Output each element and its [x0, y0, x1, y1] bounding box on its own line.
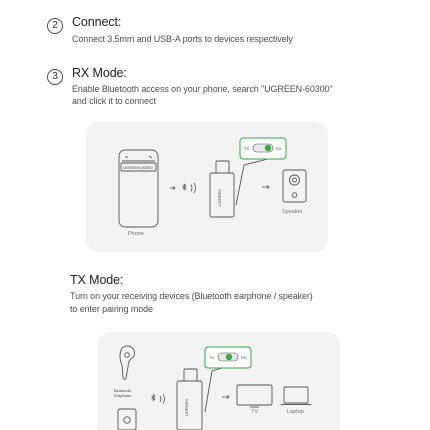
step-description-line-1: Enable Bluetooth access on your phone, search "UGREEN-60300"	[72, 84, 333, 94]
tx-usb-dongle	[177, 369, 202, 430]
step-description-line-2: and click it to connect	[72, 96, 156, 106]
tx-switch-left-label: TX	[209, 355, 215, 360]
step-description-line-2: to enter pairing mode	[70, 304, 153, 314]
step-number: 2	[47, 18, 63, 34]
speaker-label: Speaker	[282, 209, 303, 215]
rx-switch-right-label: RX	[276, 146, 282, 151]
step-description-line-1: Turn on your receiving devices (Bluetooth earphone / speaker)	[70, 291, 313, 301]
step-title: Connect:	[72, 15, 122, 29]
rx-dongle-brand: UGREEN	[217, 188, 223, 207]
step-title: TX Mode:	[70, 273, 124, 287]
tx-dongle-brand: UGREEN	[184, 398, 190, 417]
phone-label: Phone	[128, 231, 144, 237]
tv-label: TV	[251, 409, 259, 415]
earphone-label-line2: Earphone	[114, 393, 132, 398]
tx-switch-right-label: RX	[241, 355, 247, 360]
laptop-label: Laptop	[287, 409, 304, 415]
tx-signal-arrows	[160, 395, 229, 404]
tx-bluetooth-icon	[152, 395, 156, 401]
rx-switch-left-label: TX	[244, 146, 250, 151]
step-number: 3	[47, 69, 63, 85]
tv-illustration	[237, 385, 272, 407]
earphone-label-line1: Bluetooth	[114, 388, 131, 393]
step-description: Connect 3.5mm and USB-A ports to devices respectively	[72, 34, 293, 44]
tx-audio-cable	[205, 365, 232, 412]
laptop-illustration	[281, 387, 311, 405]
step-title: RX Mode:	[72, 66, 127, 80]
phone-screen-text: UGREEN-60300	[123, 165, 153, 170]
